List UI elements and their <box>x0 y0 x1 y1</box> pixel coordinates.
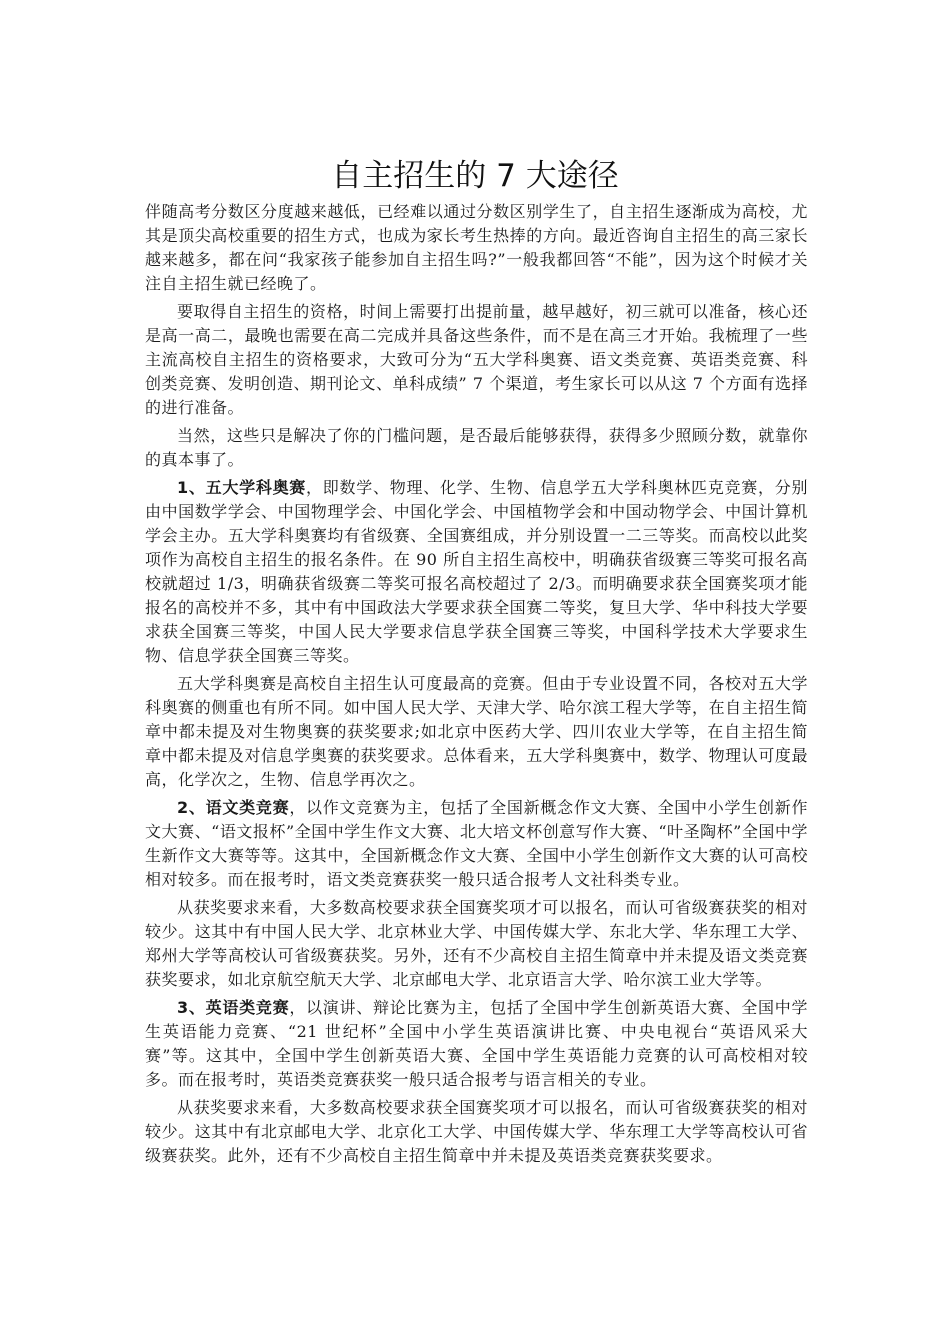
section-heading-chinese: 2、语文类竞赛 <box>177 798 290 817</box>
paragraph-olympiad-recognition: 五大学科奥赛是高校自主招生认可度最高的竞赛。但由于专业设置不同，各校对五大学科奥赛的侧重也有所不同。如中国人民大学、天津大学、哈尔滨工程大学等，在自主招生简章中都未提及对生物奥赛的获奖要求;如北京中医药大学、四川农业大学等，在自主招生简章中都未提及对信息学奥赛的获奖要求。总体看来，五大学科奥赛中，数学、物理认可度最高，化学次之，生物、信息学再次之。 <box>145 674 808 789</box>
document-body <box>145 200 808 1168</box>
section-heading-english: 3、英语类竞赛 <box>177 998 290 1017</box>
paragraph-threshold: 当然，这些只是解决了你的门槛问题，是否最后能够获得，获得多少照顾分数，就靠你的真本事了。 <box>145 426 808 469</box>
paragraph-chinese-awards: 从获奖要求来看，大多数高校要求获全国赛奖项才可以报名，而认可省级赛获奖的相对较少。这其中有中国人民大学、北京林业大学、中国传媒大学、东北大学、华东理工大学、郑州大学等高校认可省级赛获奖。另外，还有不少高校自主招生简章中并未提及语文类竞赛获奖要求，如北京航空航天大学、北京邮电大学、北京语言大学、哈尔滨工业大学等。 <box>145 898 808 989</box>
paragraph-olympiad-text: ，即数学、物理、化学、生物、信息学五大学科奥林匹克竞赛，分别由中国数学学会、中国物理学会、中国化学会、中国植物学会和中国动物学会、中国计算机学会主办。五大学科奥赛均有省级赛、全国赛组成，并分别设置一二三等奖。而高校以此奖项作为高校自主招生的报名条件。在 90 所自主招生高校中，明确获省级赛三等奖可报名高校就超过 1/3，明确获省级赛二等奖可报名高校超过了 2/3。而明确要求获全国赛奖项才能报名的高校并不多，其中有中国政法大学要求获全国赛二等奖，复旦大学、华中科技大学要求获全国赛三等奖，中国人民大学要求信息学获全国赛三等奖，中国科学技术大学要求生物、信息学获全国赛三等奖。 <box>145 478 808 665</box>
paragraph-chinese-text: ，以作文竞赛为主，包括了全国新概念作文大赛、全国中小学生创新作文大赛、“语文报杯”全国中学生作文大赛、北大培文杯创意写作大赛、“叶圣陶杯”全国中学生新作文大赛等等。这其中，全国新概念作文大赛、全国中小学生创新作文大赛的认可高校相对较多。而在报考时，语文类竞赛获奖一般只适合报考人文社科类专业。 <box>145 798 808 889</box>
paragraph-english <box>145 996 808 1092</box>
paragraph-english-awards: 从获奖要求来看，大多数高校要求获全国赛奖项才可以报名，而认可省级赛获奖的相对较少。这其中有北京邮电大学、北京化工大学、中国传媒大学、华东理工大学等高校认可省级赛获奖。此外，还有不少高校自主招生简章中并未提及英语类竞赛获奖要求。 <box>145 1098 808 1165</box>
document-title: 自主招生的 7 大途径 <box>331 158 619 194</box>
section-heading-olympiad: 1、五大学科奥赛 <box>177 478 307 497</box>
paragraph-preparation: 要取得自主招生的资格，时间上需要打出提前量，越早越好，初三就可以准备，核心还是高一高二，最晚也需要在高二完成并具备这些条件，而不是在高三才开始。我梳理了一些主流高校自主招生的资格要求，大致可分为“五大学科奥赛、语文类竞赛、英语类竞赛、科创类竞赛、发明创造、期刊论文、单科成绩” 7 个渠道，考生家长可以从这 7 个方面有选择的进行准备。 <box>145 302 808 417</box>
paragraph-english-text: ，以演讲、辩论比赛为主，包括了全国中学生创新英语大赛、全国中学生英语能力竞赛、“21 世纪杯”全国中小学生英语演讲比赛、中央电视台“英语风采大赛”等。这其中，全国中学生创新英语大赛、全国中学生英语能力竞赛的认可高校相对较多。而在报考时，英语类竞赛获奖一般只适合报考与语言相关的专业。 <box>145 998 808 1089</box>
paragraph-chinese <box>145 796 808 892</box>
paragraph-intro: 伴随高考分数区分度越来越低，已经难以通过分数区别学生了，自主招生逐渐成为高校，尤其是顶尖高校重要的招生方式，也成为家长考生热捧的方向。最近咨询自主招生的高三家长越来越多，都在问“我家孩子能参加自主招生吗?”一般我都回答“不能”，因为这个时候才关注自主招生就已经晚了。 <box>145 202 808 293</box>
paragraph-olympiad <box>145 476 808 668</box>
